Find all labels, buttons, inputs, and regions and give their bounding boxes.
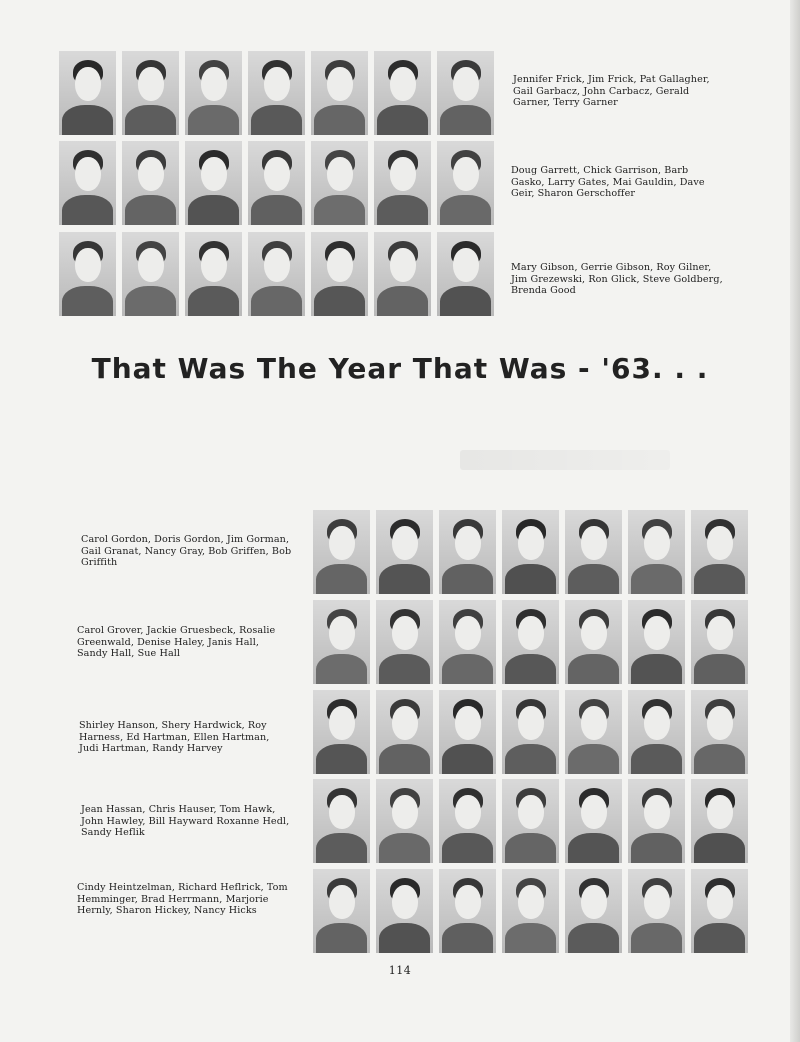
student-portrait <box>59 141 116 225</box>
row-5-caption: Carol Grover, Jackie Gruesbeck, Rosalie Greenwald, Denise Haley, Janis Hall, Sandy Hall, Sue Hall <box>77 625 276 660</box>
student-portrait <box>565 510 622 594</box>
student-portrait <box>313 690 370 774</box>
student-portrait <box>185 51 242 135</box>
student-portrait <box>311 51 368 135</box>
student-portrait <box>628 869 685 953</box>
student-portrait <box>313 510 370 594</box>
photo-row-4 <box>313 510 754 594</box>
student-portrait <box>248 232 305 316</box>
student-portrait <box>691 600 748 684</box>
photo-row-5 <box>313 600 754 684</box>
photo-row-3 <box>59 232 500 316</box>
student-portrait <box>439 690 496 774</box>
photo-row-1 <box>59 51 500 135</box>
student-portrait <box>691 690 748 774</box>
student-portrait <box>439 779 496 863</box>
student-portrait <box>439 600 496 684</box>
row-2-caption: Doug Garrett, Chick Garrison, Barb Gasko, Larry Gates, Mai Gauldin, Dave Geir, Sharon Gerschoffer <box>511 165 705 200</box>
page-edge-shadow <box>790 0 800 1042</box>
row-1-caption: Jennifer Frick, Jim Frick, Pat Gallagher, Gail Garbacz, John Carbacz, Gerald Garner, Terry Garner <box>513 74 710 109</box>
student-portrait <box>248 141 305 225</box>
student-portrait <box>437 232 494 316</box>
student-portrait <box>691 510 748 594</box>
student-portrait <box>374 232 431 316</box>
student-portrait <box>311 232 368 316</box>
student-portrait <box>376 690 433 774</box>
student-portrait <box>628 779 685 863</box>
student-portrait <box>376 510 433 594</box>
student-portrait <box>565 869 622 953</box>
student-portrait <box>502 600 559 684</box>
page-headline: That Was The Year That Was - '63. . . <box>91 352 709 385</box>
student-portrait <box>439 510 496 594</box>
student-portrait <box>374 51 431 135</box>
row-4-caption: Carol Gordon, Doris Gordon, Jim Gorman, Gail Granat, Nancy Gray, Bob Griffen, Bob Griffith <box>81 534 292 569</box>
photo-row-8 <box>313 869 754 953</box>
student-portrait <box>374 141 431 225</box>
student-portrait <box>122 51 179 135</box>
row-6-caption: Shirley Hanson, Shery Hardwick, Roy Harness, Ed Hartman, Ellen Hartman, Judi Hartman, Randy Harvey <box>79 720 270 755</box>
student-portrait <box>502 779 559 863</box>
student-portrait <box>313 779 370 863</box>
student-portrait <box>502 690 559 774</box>
row-7-caption: Jean Hassan, Chris Hauser, Tom Hawk, John Hawley, Bill Hayward Roxanne Hedl, Sandy Heflik <box>81 804 290 839</box>
photo-row-2 <box>59 141 500 225</box>
row-3-caption: Mary Gibson, Gerrie Gibson, Roy Gilner, Jim Grezewski, Ron Glick, Steve Goldberg, Brenda Good <box>511 262 723 297</box>
student-portrait <box>311 141 368 225</box>
student-portrait <box>185 232 242 316</box>
photo-row-6 <box>313 690 754 774</box>
student-portrait <box>691 779 748 863</box>
student-portrait <box>313 869 370 953</box>
student-portrait <box>565 779 622 863</box>
student-portrait <box>628 690 685 774</box>
student-portrait <box>376 779 433 863</box>
student-portrait <box>565 600 622 684</box>
student-portrait <box>185 141 242 225</box>
student-portrait <box>437 141 494 225</box>
student-portrait <box>376 869 433 953</box>
student-portrait <box>437 51 494 135</box>
student-portrait <box>248 51 305 135</box>
page-number: 114 <box>388 964 412 977</box>
student-portrait <box>59 232 116 316</box>
student-portrait <box>691 869 748 953</box>
student-portrait <box>313 600 370 684</box>
student-portrait <box>122 141 179 225</box>
student-portrait <box>628 510 685 594</box>
student-portrait <box>628 600 685 684</box>
student-portrait <box>376 600 433 684</box>
student-portrait <box>502 869 559 953</box>
student-portrait <box>565 690 622 774</box>
student-portrait <box>122 232 179 316</box>
student-portrait <box>502 510 559 594</box>
bleed-through-text <box>460 450 670 470</box>
row-8-caption: Cindy Heintzelman, Richard Heflrick, Tom Hemminger, Brad Herrmann, Marjorie Hernly, Sharon Hickey, Nancy Hicks <box>77 882 288 917</box>
student-portrait <box>59 51 116 135</box>
photo-row-7 <box>313 779 754 863</box>
student-portrait <box>439 869 496 953</box>
